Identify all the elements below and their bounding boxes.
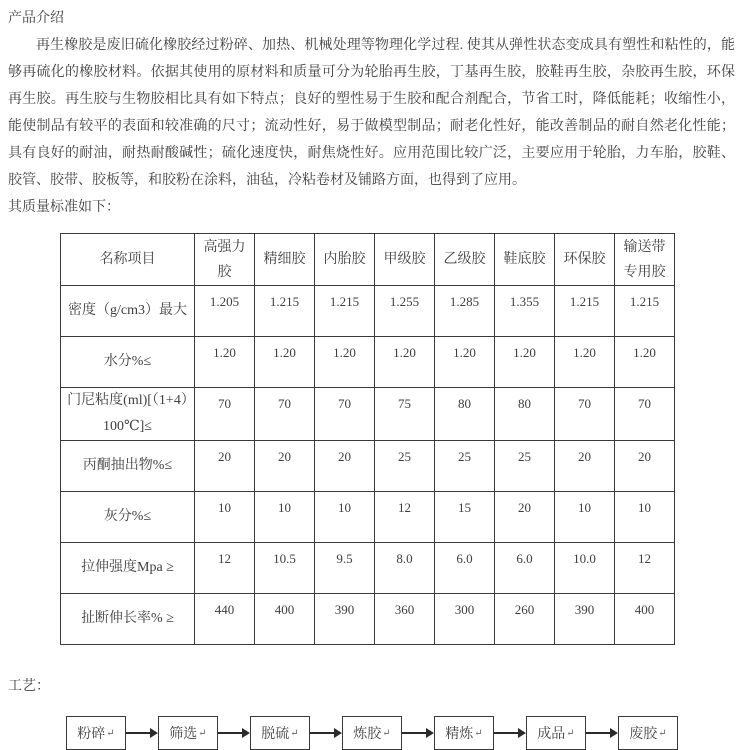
process-step-box [434, 716, 494, 750]
table-cell: 6.0 [435, 543, 495, 594]
arrow-right-icon [126, 728, 158, 738]
process-step-box [526, 716, 586, 750]
return-mark-icon: ↵ [290, 727, 299, 739]
quality-standards-table [60, 233, 675, 645]
table-cell: 80 [435, 388, 495, 441]
table-cell: 70 [615, 388, 675, 441]
process-step-label: 筛选 [169, 727, 198, 742]
table-header-cell: 高强力胶 [195, 234, 255, 286]
table-cell: 1.215 [555, 286, 615, 337]
process-step-box [66, 716, 126, 750]
arrow-right-icon [586, 728, 618, 738]
table-cell: 20 [255, 441, 315, 492]
process-step-box [342, 716, 402, 750]
table-row [61, 594, 675, 645]
table-row [61, 388, 675, 441]
process-step-box [250, 716, 310, 750]
table-cell: 400 [615, 594, 675, 645]
table-cell: 9.5 [315, 543, 375, 594]
table-cell: 260 [495, 594, 555, 645]
table-header-cell: 环保胶 [555, 234, 615, 286]
table-cell: 390 [315, 594, 375, 645]
table-cell: 10 [255, 492, 315, 543]
table-cell: 1.20 [615, 337, 675, 388]
table-row-label: 水分%≤ [61, 337, 195, 388]
table-cell: 20 [195, 441, 255, 492]
table-row-label: 扯断伸长率% ≥ [61, 594, 195, 645]
return-mark-icon: ↵ [106, 727, 115, 739]
table-cell: 1.20 [555, 337, 615, 388]
table-cell: 25 [435, 441, 495, 492]
table-cell: 20 [555, 441, 615, 492]
return-mark-icon: ↵ [566, 727, 575, 739]
table-row [61, 286, 675, 337]
table-header-cell: 甲级胶 [375, 234, 435, 286]
table-cell: 6.0 [495, 543, 555, 594]
table-cell: 12 [195, 543, 255, 594]
process-step-label: 精炼 [445, 727, 474, 742]
process-step-label: 炼胶 [353, 727, 382, 742]
arrow-right-icon [402, 728, 434, 738]
table-header-cell: 内胎胶 [315, 234, 375, 286]
return-mark-icon: ↵ [474, 727, 483, 739]
table-header-row [61, 234, 675, 286]
table-header-cell: 精细胶 [255, 234, 315, 286]
process-step-box [618, 716, 678, 750]
table-cell: 390 [555, 594, 615, 645]
table-row [61, 441, 675, 492]
table-cell: 20 [615, 441, 675, 492]
table-cell: 1.215 [615, 286, 675, 337]
return-mark-icon: ↵ [658, 727, 667, 739]
arrow-right-icon [494, 728, 526, 738]
table-cell: 10 [195, 492, 255, 543]
table-cell: 1.20 [255, 337, 315, 388]
table-row-label: 丙酮抽出物%≤ [61, 441, 195, 492]
table-cell: 12 [615, 543, 675, 594]
table-cell: 1.20 [495, 337, 555, 388]
table-header-cell: 输送带专用胶 [615, 234, 675, 286]
table-cell: 70 [555, 388, 615, 441]
table-cell: 1.355 [495, 286, 555, 337]
arrow-right-icon [310, 728, 342, 738]
table-cell: 25 [375, 441, 435, 492]
table-row-label: 密度（g/cm3）最大 [61, 286, 195, 337]
table-caption: 其质量标准如下： [8, 200, 120, 215]
table-cell: 10 [555, 492, 615, 543]
table-header-cell: 名称项目 [61, 234, 195, 286]
process-step-label: 成品 [537, 727, 566, 742]
arrow-right-icon [218, 728, 250, 738]
page-title: 产品介绍 [8, 11, 64, 26]
table-cell: 1.215 [315, 286, 375, 337]
table-cell: 300 [435, 594, 495, 645]
table-row [61, 492, 675, 543]
table-cell: 12 [375, 492, 435, 543]
table-cell: 20 [315, 441, 375, 492]
table-cell: 75 [375, 388, 435, 441]
process-step-label: 脱硫 [261, 727, 290, 742]
table-cell: 1.20 [435, 337, 495, 388]
table-cell: 400 [255, 594, 315, 645]
table-cell: 70 [195, 388, 255, 441]
table-cell: 70 [315, 388, 375, 441]
return-mark-icon: ↵ [382, 727, 391, 739]
table-cell: 1.215 [255, 286, 315, 337]
table-row-label: 灰分%≤ [61, 492, 195, 543]
process-step-label: 粉碎 [77, 727, 106, 742]
table-cell: 15 [435, 492, 495, 543]
table-cell: 25 [495, 441, 555, 492]
table-cell: 20 [495, 492, 555, 543]
process-section-label: 工艺： [8, 679, 50, 694]
table-cell: 1.205 [195, 286, 255, 337]
table-cell: 10 [315, 492, 375, 543]
table-row-label: 拉伸强度Mpa ≥ [61, 543, 195, 594]
table-cell: 1.20 [315, 337, 375, 388]
table-cell: 1.255 [375, 286, 435, 337]
table-cell: 10.5 [255, 543, 315, 594]
table-header-cell: 乙级胶 [435, 234, 495, 286]
return-mark-icon: ↵ [198, 727, 207, 739]
table-header-cell: 鞋底胶 [495, 234, 555, 286]
table-cell: 1.20 [195, 337, 255, 388]
table-cell: 10.0 [555, 543, 615, 594]
table-cell: 360 [375, 594, 435, 645]
table-cell: 440 [195, 594, 255, 645]
table-cell: 80 [495, 388, 555, 441]
table-row [61, 337, 675, 388]
intro-paragraph: 再生橡胶是废旧硫化橡胶经过粉碎、加热、机械处理等物理化学过程. 使其从弹性状态变成具有塑性和粘性的，能够再硫化的橡胶材料。依据其使用的原材料和质量可分为轮胎再生胶，丁基再生胶，胶鞋再生胶，杂胶再生胶，环保再生胶。再生胶与生物胶相比具有如下特点；良好的塑性易于生胶和配合剂配合，节省工时，降低能耗；收缩性小，能使制品有较平的表面和较准确的尺寸；流动性好，易于做模型制品；耐老化性好，能改善制品的耐自然老化性能；具有良好的耐油，耐热耐酸碱性；硫化速度快，耐焦烧性好。应用范围比较广泛，主要应用于轮胎，力车胎，胶鞋、胶管、胶带、胶板等，和胶粉在涂料，油毡，冷粘卷材及铺路方面，也得到了应用。 [8, 38, 735, 188]
process-step-label: 废胶 [629, 727, 658, 742]
table-cell: 10 [615, 492, 675, 543]
table-row-label: 门尼粘度(ml)[（1+4）100℃]≤ [61, 388, 195, 441]
process-step-box [158, 716, 218, 750]
table-cell: 1.20 [375, 337, 435, 388]
table-cell: 1.285 [435, 286, 495, 337]
table-cell: 8.0 [375, 543, 435, 594]
process-flow-diagram [66, 716, 735, 750]
table-row [61, 543, 675, 594]
table-cell: 70 [255, 388, 315, 441]
